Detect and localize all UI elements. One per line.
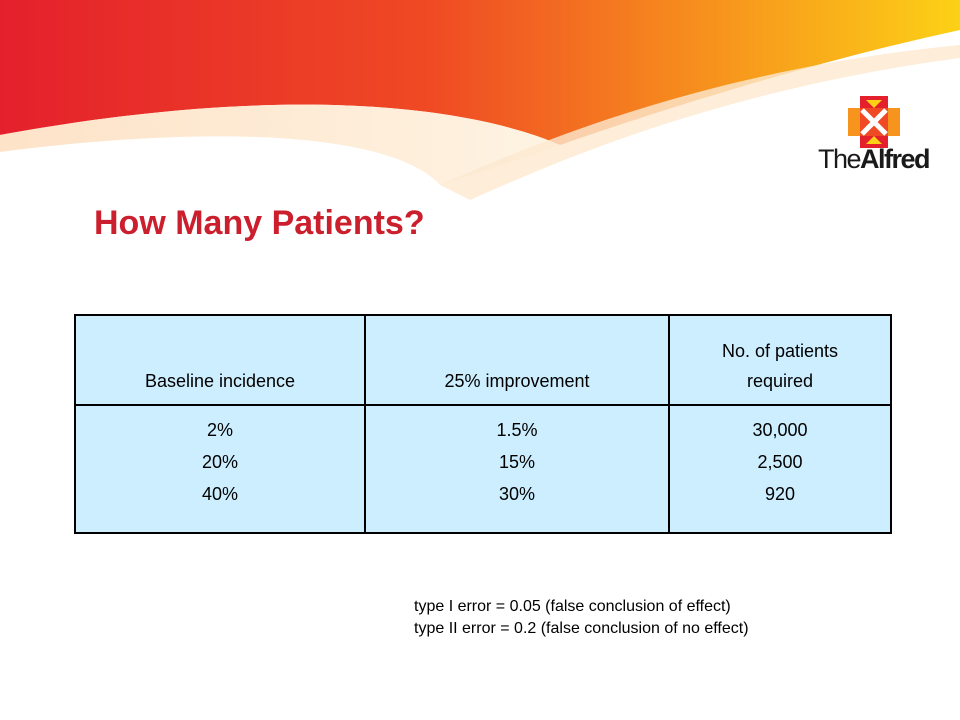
the-alfred-logo: [818, 94, 934, 184]
table-header-row: [75, 315, 891, 405]
header-patients-required: No. of patients required: [669, 315, 891, 405]
header-banner: [0, 0, 960, 200]
error-notes: [414, 596, 749, 640]
type-one-error-note: type I error = 0.05 (false conclusion of effect): [414, 598, 731, 615]
table-row: [75, 405, 891, 533]
logo-wordmark: TheAlfred: [818, 144, 930, 174]
type-two-error-note: type II error = 0.2 (false conclusion of no effect): [414, 620, 749, 637]
alfred-cross-icon: [846, 94, 902, 150]
header-baseline-incidence: Baseline incidence: [75, 315, 365, 405]
baseline-values: 2% 20% 40%: [75, 405, 365, 533]
improvement-values: 1.5% 15% 30%: [365, 405, 669, 533]
patients-table: [74, 314, 892, 534]
patients-required-values: 30,000 2,500 920: [669, 405, 891, 533]
header-improvement: 25% improvement: [365, 315, 669, 405]
slide-title: How Many Patients?: [94, 204, 425, 242]
